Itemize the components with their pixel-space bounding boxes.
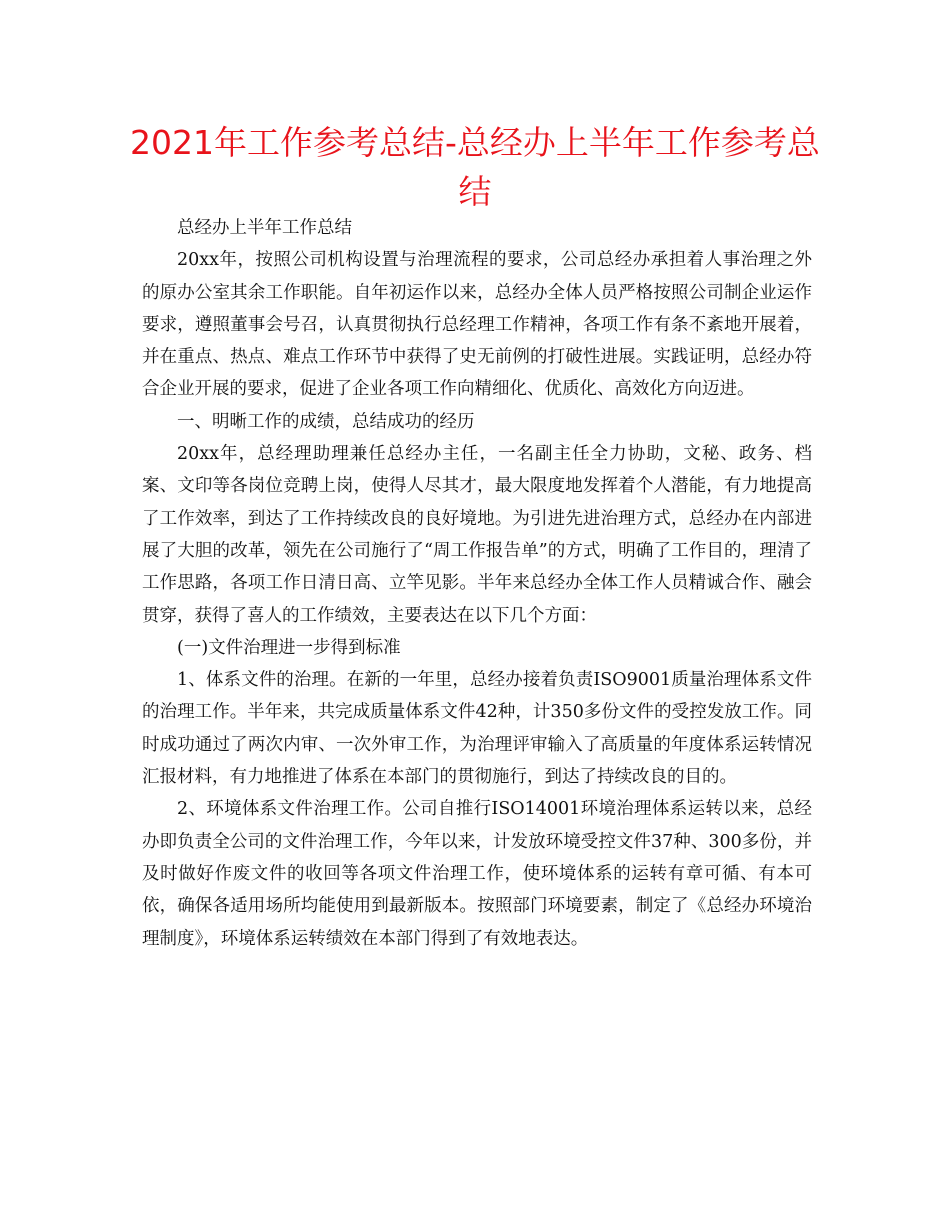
item-paragraph-1: 1、体系文件的治理。在新的一年里，总经办接着负责ISO9001质量治理体系文件的治理工作。半年来，共完成质量体系文件42种，计350多份文件的受控发放工作。同时成功通过了两次内审、一次外审工作，为治理评审输入了高质量的年度体系运转情况汇报材料，有力地推进了体系在本部门的贯彻施行，到达了持续改良的目的。 (142, 670, 812, 788)
item-paragraph-2: 2、环境体系文件治理工作。公司自推行ISO14001环境治理体系运转以来，总经办即负责全公司的文件治理工作，今年以来，计发放环境受控文件37种、300多份，并及时做好作废文件的收回等各项文件治理工作，使环境体系的运转有章可循、有本可依，确保各适用场所均能使用到最新版本。按照部门环境要素，制定了《总经办环境治理制度》，环境体系运转绩效在本部门得到了有效地表达。 (142, 799, 812, 949)
intro-paragraph: 20xx年，按照公司机构设置与治理流程的要求，公司总经办承担着人事治理之外的原办公室其余工作职能。自年初运作以来，总经办全体人员严格按照公司制企业运作要求，遵照董事会号召，认真贯彻执行总经理工作精神，各项工作有条不紊地开展着，并在重点、热点、难点工作环节中获得了史无前例的打破性进展。实践证明，总经办符合企业开展的要求，促进了企业各项工作向精细化、优质化、高效化方向迈进。 (142, 250, 812, 400)
subtitle-paragraph: 总经办上半年工作总结 (177, 218, 352, 238)
section-paragraph: 20xx年，总经理助理兼任总经办主任，一名副主任全力协助，文秘、政务、档案、文印等各岗位竞聘上岗，使得人尽其才，最大限度地发挥着个人潜能，有力地提高了工作效率，到达了工作持续改良的良好境地。为引进先进治理方式，总经办在内部进展了大胆的改革，领先在公司施行了“周工作报告单”的方式，明确了工作目的，理清了工作思路，各项工作日清日高、立竿见影。半年来总经办全体工作人员精诚合作、融会贯穿，获得了喜人的工作绩效，主要表达在以下几个方面： (142, 444, 812, 626)
document-title: 2021年工作参考总结-总经办上半年工作参考总结 (130, 123, 820, 211)
section-heading: 一、明晰工作的成绩，总结成功的经历 (177, 411, 475, 432)
subsection-heading: (一)文件治理进一步得到标准 (177, 637, 401, 658)
document-body (142, 212, 812, 955)
